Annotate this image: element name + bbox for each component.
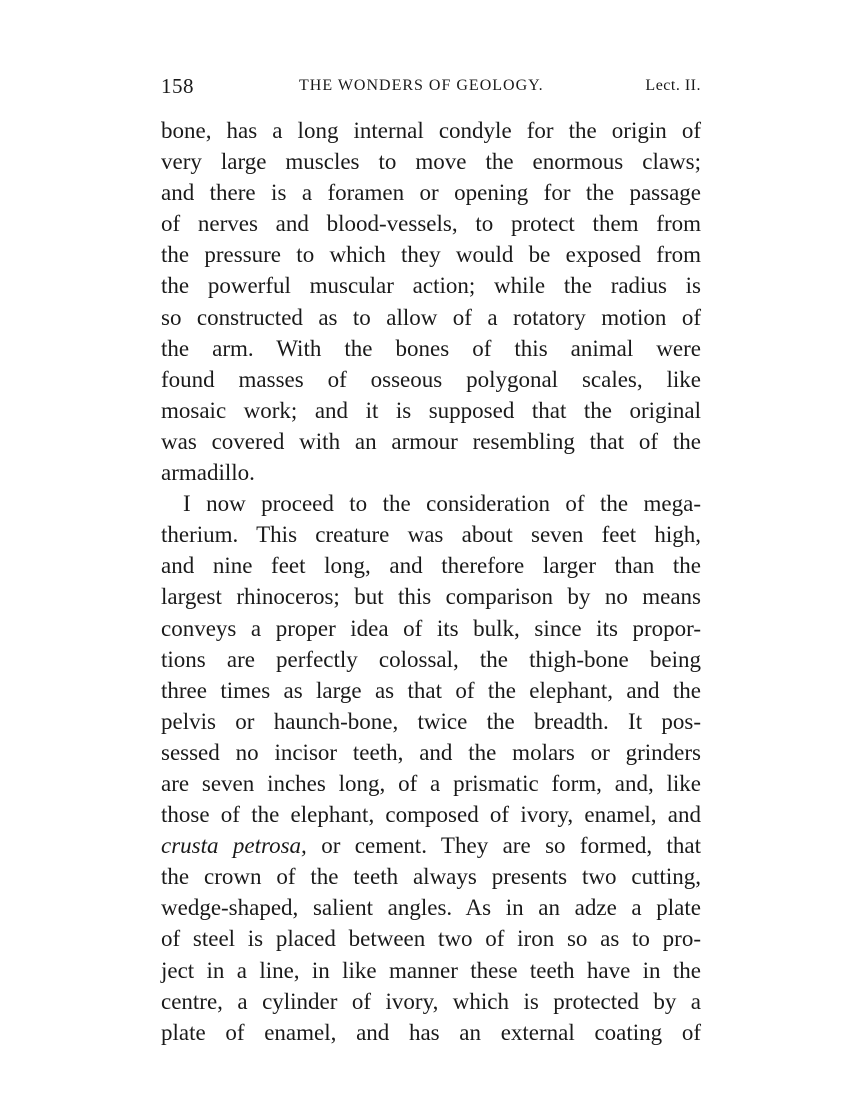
italic-line-rest: or cement. They are so formed, that	[306, 833, 701, 859]
text-line: centre, a cylinder of ivory, which is protected by a	[161, 988, 701, 1014]
text-line: therium. This creature was about seven feet high,	[161, 522, 701, 548]
text-line: those of the elephant, composed of ivory, enamel, and	[161, 802, 701, 828]
paragraph-start-line: I now proceed to the consideration of the mega-	[183, 491, 701, 517]
text-line: of nerves and blood-vessels, to protect them from	[161, 211, 701, 237]
text-line: the arm. With the bones of this animal were	[161, 335, 701, 361]
paragraph-end-line: armadillo.	[161, 460, 255, 486]
page-number: 158	[161, 74, 194, 98]
text-line: found masses of osseous polygonal scales, like	[161, 366, 701, 392]
text-line: the crown of the teeth always presents two cutting,	[161, 864, 701, 890]
text-line: pelvis or haunch-bone, twice the breadth. It pos-	[161, 708, 701, 734]
text-line: the pressure to which they would be exposed from	[161, 242, 701, 268]
text-line: wedge-shaped, salient angles. As in an adze a plate	[161, 895, 701, 921]
text-line: three times as large as that of the elephant, and the	[161, 677, 701, 703]
lecture-label: Lect. II.	[645, 77, 701, 94]
text-line: tions are perfectly colossal, the thigh-bone being	[161, 646, 701, 672]
text-line: the powerful muscular action; while the radius is	[161, 273, 701, 299]
italic-term: crusta petrosa,	[161, 833, 307, 859]
italic-text-line	[161, 830, 701, 861]
text-line: plate of enamel, and has an external coating of	[161, 1019, 701, 1045]
text-line: ject in a line, in like manner these teeth have in the	[161, 957, 701, 983]
text-line: of steel is placed between two of iron so as to pro-	[161, 926, 701, 952]
text-line: largest rhinoceros; but this comparison by no means	[161, 584, 701, 610]
book-title: THE WONDERS OF GEOLOGY.	[299, 77, 544, 94]
text-line: was covered with an armour resembling that of the	[161, 428, 701, 454]
text-line: are seven inches long, of a prismatic form, and, like	[161, 770, 701, 796]
text-line: so constructed as to allow of a rotatory motion of	[161, 304, 701, 330]
running-head	[161, 74, 701, 102]
text-line: conveys a proper idea of its bulk, since its propor-	[161, 615, 701, 641]
text-line: and nine feet long, and therefore larger than the	[161, 553, 701, 579]
text-line: bone, has a long internal condyle for the origin of	[161, 118, 701, 143]
text-line: and there is a foramen or opening for the passage	[161, 180, 701, 206]
text-line: mosaic work; and it is supposed that the original	[161, 397, 701, 423]
text-line: very large muscles to move the enormous claws;	[161, 149, 701, 175]
text-line: sessed no incisor teeth, and the molars or grinders	[161, 739, 701, 765]
body-text	[161, 115, 701, 1048]
